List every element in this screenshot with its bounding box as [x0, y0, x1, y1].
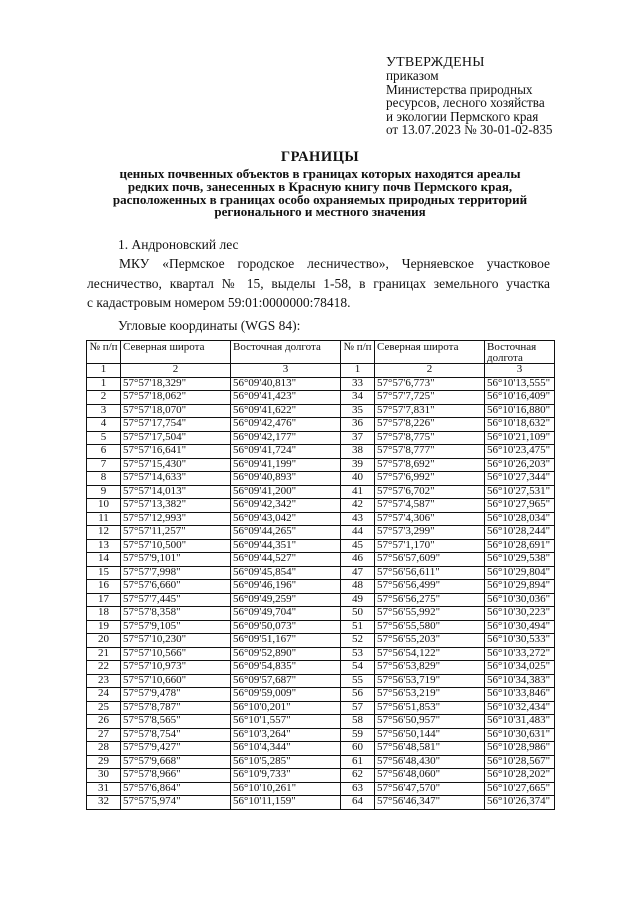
longitude-cell: 56°10'30,533"	[485, 634, 555, 648]
point-number: 46	[341, 553, 375, 567]
longitude-cell: 56°10'29,894"	[485, 580, 555, 594]
point-number: 47	[341, 566, 375, 580]
table-row	[87, 796, 555, 810]
longitude-cell: 56°10'27,665"	[485, 782, 555, 796]
latitude-cell: 57°57'18,062"	[121, 391, 231, 405]
point-number: 59	[341, 728, 375, 742]
point-number: 41	[341, 485, 375, 499]
latitude-cell: 57°57'8,787"	[121, 701, 231, 715]
longitude-cell: 56°09'50,073"	[231, 620, 341, 634]
point-number: 56	[341, 688, 375, 702]
point-number: 61	[341, 755, 375, 769]
longitude-cell: 56°10'16,880"	[485, 404, 555, 418]
latitude-cell: 57°57'4,306"	[375, 512, 485, 526]
header-lat: Северная широта	[121, 341, 231, 364]
longitude-cell: 56°10'27,531"	[485, 485, 555, 499]
longitude-cell: 56°09'57,687"	[231, 674, 341, 688]
longitude-cell: 56°10'30,223"	[485, 607, 555, 621]
latitude-cell: 57°57'14,633"	[121, 472, 231, 486]
point-number: 5	[87, 431, 121, 445]
longitude-cell: 56°10'27,965"	[485, 499, 555, 513]
latitude-cell: 57°56'53,219"	[375, 688, 485, 702]
longitude-cell: 56°10'0,201"	[231, 701, 341, 715]
longitude-cell: 56°09'59,009"	[231, 688, 341, 702]
point-number: 36	[341, 418, 375, 432]
point-number: 34	[341, 391, 375, 405]
point-number: 45	[341, 539, 375, 553]
point-number: 51	[341, 620, 375, 634]
point-number: 15	[87, 566, 121, 580]
approval-order-date: от 13.07.2023 № 30-01-02-835	[386, 122, 553, 138]
latitude-cell: 57°57'3,299"	[375, 526, 485, 540]
longitude-cell: 56°10'30,494"	[485, 620, 555, 634]
longitude-cell: 56°09'41,199"	[231, 458, 341, 472]
approval-heading: УТВЕРЖДЕНЫ	[386, 55, 485, 70]
longitude-cell: 56°10'21,109"	[485, 431, 555, 445]
longitude-cell: 56°09'41,423"	[231, 391, 341, 405]
latitude-cell: 57°56'56,275"	[375, 593, 485, 607]
approval-line: ресурсов, лесного хозяйства	[386, 95, 545, 111]
point-number: 18	[87, 607, 121, 621]
latitude-cell: 57°56'48,060"	[375, 769, 485, 783]
latitude-cell: 57°56'56,611"	[375, 566, 485, 580]
point-number: 50	[341, 607, 375, 621]
document-title: ГРАНИЦЫ	[280, 149, 360, 165]
latitude-cell: 57°57'1,170"	[375, 539, 485, 553]
latitude-cell: 57°56'47,570"	[375, 782, 485, 796]
longitude-cell: 56°10'28,691"	[485, 539, 555, 553]
table-row	[87, 472, 555, 486]
longitude-cell: 56°10'30,036"	[485, 593, 555, 607]
longitude-cell: 56°10'11,159"	[231, 796, 341, 810]
longitude-cell: 56°10'29,804"	[485, 566, 555, 580]
table-row	[87, 553, 555, 567]
latitude-cell: 57°57'7,831"	[375, 404, 485, 418]
latitude-cell: 57°57'8,565"	[121, 715, 231, 729]
table-row	[87, 755, 555, 769]
section-heading: 1. Андроновский лес	[118, 237, 239, 252]
table-row	[87, 661, 555, 675]
table-row	[87, 431, 555, 445]
subtitle-line: редких почв, занесенных в Красную книгу почв Пермского края,	[127, 178, 513, 194]
latitude-cell: 57°56'56,499"	[375, 580, 485, 594]
point-number: 24	[87, 688, 121, 702]
coordinates-caption: Угловые координаты (WGS 84):	[118, 318, 301, 333]
latitude-cell: 57°57'10,660"	[121, 674, 231, 688]
latitude-cell: 57°57'13,382"	[121, 499, 231, 513]
latitude-cell: 57°57'8,692"	[375, 458, 485, 472]
approval-line: и экологии Пермского края	[386, 108, 539, 124]
document-subtitle	[70, 168, 570, 219]
longitude-cell: 56°09'42,476"	[231, 418, 341, 432]
table-row	[87, 715, 555, 729]
latitude-cell: 57°57'8,226"	[375, 418, 485, 432]
latitude-cell: 57°56'55,203"	[375, 634, 485, 648]
longitude-cell: 56°10'4,344"	[231, 742, 341, 756]
longitude-cell: 56°10'26,374"	[485, 796, 555, 810]
latitude-cell: 57°56'55,580"	[375, 620, 485, 634]
point-number: 14	[87, 553, 121, 567]
table-row	[87, 782, 555, 796]
latitude-cell: 57°57'18,070"	[121, 404, 231, 418]
table-row	[87, 688, 555, 702]
latitude-cell: 57°57'6,702"	[375, 485, 485, 499]
point-number: 9	[87, 485, 121, 499]
latitude-cell: 57°56'50,957"	[375, 715, 485, 729]
latitude-cell: 57°57'17,754"	[121, 418, 231, 432]
point-number: 48	[341, 580, 375, 594]
point-number: 13	[87, 539, 121, 553]
point-number: 20	[87, 634, 121, 648]
subtitle-line: расположенных в границах особо охраняемых природных территорий	[112, 191, 528, 207]
longitude-cell: 56°09'52,890"	[231, 647, 341, 661]
point-number: 64	[341, 796, 375, 810]
table-row	[87, 539, 555, 553]
table-row	[87, 526, 555, 540]
point-number: 16	[87, 580, 121, 594]
longitude-cell: 56°10'5,285"	[231, 755, 341, 769]
longitude-cell: 56°10'33,846"	[485, 688, 555, 702]
point-number: 53	[341, 647, 375, 661]
latitude-cell: 57°57'10,566"	[121, 647, 231, 661]
longitude-cell: 56°09'49,259"	[231, 593, 341, 607]
latitude-cell: 57°57'7,725"	[375, 391, 485, 405]
point-number: 8	[87, 472, 121, 486]
latitude-cell: 57°57'9,668"	[121, 755, 231, 769]
point-number: 38	[341, 445, 375, 459]
longitude-cell: 56°09'49,704"	[231, 607, 341, 621]
latitude-cell: 57°57'6,992"	[375, 472, 485, 486]
subtitle-line: регионального и местного значения	[214, 204, 426, 220]
table-row	[87, 620, 555, 634]
point-number: 29	[87, 755, 121, 769]
latitude-cell: 57°57'8,966"	[121, 769, 231, 783]
latitude-cell: 57°57'16,641"	[121, 445, 231, 459]
latitude-cell: 57°56'55,992"	[375, 607, 485, 621]
latitude-cell: 57°57'18,329"	[121, 377, 231, 391]
point-number: 4	[87, 418, 121, 432]
table-row	[87, 769, 555, 783]
point-number: 17	[87, 593, 121, 607]
point-number: 26	[87, 715, 121, 729]
point-number: 40	[341, 472, 375, 486]
header-lon: Восточная долгота	[485, 341, 555, 364]
latitude-cell: 57°57'8,358"	[121, 607, 231, 621]
table-row	[87, 728, 555, 742]
table-row	[87, 377, 555, 391]
longitude-cell: 56°10'28,244"	[485, 526, 555, 540]
table-header-row	[87, 341, 555, 364]
table-row	[87, 566, 555, 580]
latitude-cell: 57°57'15,430"	[121, 458, 231, 472]
latitude-cell: 57°56'48,430"	[375, 755, 485, 769]
longitude-cell: 56°10'31,483"	[485, 715, 555, 729]
point-number: 32	[87, 796, 121, 810]
point-number: 30	[87, 769, 121, 783]
longitude-cell: 56°09'46,196"	[231, 580, 341, 594]
latitude-cell: 57°57'5,974"	[121, 796, 231, 810]
point-number: 2	[87, 391, 121, 405]
latitude-cell: 57°57'7,445"	[121, 593, 231, 607]
longitude-cell: 56°09'51,167"	[231, 634, 341, 648]
longitude-cell: 56°10'28,202"	[485, 769, 555, 783]
table-row	[87, 512, 555, 526]
index-cell: 2	[375, 364, 485, 378]
table-row	[87, 499, 555, 513]
latitude-cell: 57°57'7,998"	[121, 566, 231, 580]
latitude-cell: 57°57'14,013"	[121, 485, 231, 499]
table-row	[87, 634, 555, 648]
point-number: 21	[87, 647, 121, 661]
table-row	[87, 418, 555, 432]
point-number: 49	[341, 593, 375, 607]
longitude-cell: 56°09'40,893"	[231, 472, 341, 486]
latitude-cell: 57°57'10,500"	[121, 539, 231, 553]
latitude-cell: 57°57'6,660"	[121, 580, 231, 594]
coordinates-body	[87, 377, 555, 809]
point-number: 58	[341, 715, 375, 729]
point-number: 55	[341, 674, 375, 688]
latitude-cell: 57°56'53,719"	[375, 674, 485, 688]
approval-line: Министерства природных	[386, 81, 533, 97]
subtitle-line: ценных почвенных объектов в границах которых находятся ареалы	[119, 166, 521, 181]
latitude-cell: 57°57'10,230"	[121, 634, 231, 648]
table-row	[87, 485, 555, 499]
latitude-cell: 57°57'11,257"	[121, 526, 231, 540]
point-number: 62	[341, 769, 375, 783]
longitude-cell: 56°10'1,557"	[231, 715, 341, 729]
latitude-cell: 57°57'12,993"	[121, 512, 231, 526]
point-number: 7	[87, 458, 121, 472]
approval-line: приказом	[386, 68, 439, 84]
latitude-cell: 57°57'9,427"	[121, 742, 231, 756]
latitude-cell: 57°57'9,105"	[121, 620, 231, 634]
longitude-cell: 56°10'26,203"	[485, 458, 555, 472]
longitude-cell: 56°10'30,631"	[485, 728, 555, 742]
coordinates-table	[86, 340, 555, 810]
longitude-cell: 56°09'41,200"	[231, 485, 341, 499]
location-description	[87, 254, 550, 313]
point-number: 33	[341, 377, 375, 391]
longitude-cell: 56°09'40,813"	[231, 377, 341, 391]
point-number: 54	[341, 661, 375, 675]
longitude-cell: 56°10'34,025"	[485, 661, 555, 675]
point-number: 42	[341, 499, 375, 513]
latitude-cell: 57°57'8,777"	[375, 445, 485, 459]
table-row	[87, 445, 555, 459]
point-number: 63	[341, 782, 375, 796]
longitude-cell: 56°09'44,527"	[231, 553, 341, 567]
point-number: 60	[341, 742, 375, 756]
longitude-cell: 56°09'54,835"	[231, 661, 341, 675]
point-number: 43	[341, 512, 375, 526]
longitude-cell: 56°09'45,854"	[231, 566, 341, 580]
longitude-cell: 56°09'42,342"	[231, 499, 341, 513]
index-cell: 2	[121, 364, 231, 378]
description-line: лесничество, квартал № 15, выделы 1-58, в границах земельного участка	[87, 275, 550, 291]
table-row	[87, 701, 555, 715]
longitude-cell: 56°09'43,042"	[231, 512, 341, 526]
latitude-cell: 57°56'51,853"	[375, 701, 485, 715]
point-number: 37	[341, 431, 375, 445]
point-number: 35	[341, 404, 375, 418]
point-number: 10	[87, 499, 121, 513]
latitude-cell: 57°57'6,864"	[121, 782, 231, 796]
longitude-cell: 56°09'44,265"	[231, 526, 341, 540]
latitude-cell: 57°57'8,775"	[375, 431, 485, 445]
header-lat: Северная широта	[375, 341, 485, 364]
point-number: 3	[87, 404, 121, 418]
header-lon: Восточная долгота	[231, 341, 341, 364]
point-number: 19	[87, 620, 121, 634]
point-number: 27	[87, 728, 121, 742]
latitude-cell: 57°57'17,504"	[121, 431, 231, 445]
longitude-cell: 56°10'29,538"	[485, 553, 555, 567]
point-number: 28	[87, 742, 121, 756]
longitude-cell: 56°10'27,344"	[485, 472, 555, 486]
index-cell: 3	[231, 364, 341, 378]
longitude-cell: 56°10'28,986"	[485, 742, 555, 756]
table-row	[87, 404, 555, 418]
point-number: 22	[87, 661, 121, 675]
longitude-cell: 56°10'16,409"	[485, 391, 555, 405]
point-number: 44	[341, 526, 375, 540]
longitude-cell: 56°10'28,034"	[485, 512, 555, 526]
table-row	[87, 742, 555, 756]
latitude-cell: 57°57'8,754"	[121, 728, 231, 742]
latitude-cell: 57°56'53,829"	[375, 661, 485, 675]
longitude-cell: 56°10'32,434"	[485, 701, 555, 715]
longitude-cell: 56°10'10,261"	[231, 782, 341, 796]
point-number: 57	[341, 701, 375, 715]
latitude-cell: 57°56'57,609"	[375, 553, 485, 567]
point-number: 12	[87, 526, 121, 540]
longitude-cell: 56°09'42,177"	[231, 431, 341, 445]
table-row	[87, 607, 555, 621]
latitude-cell: 57°57'10,973"	[121, 661, 231, 675]
latitude-cell: 57°57'9,478"	[121, 688, 231, 702]
latitude-cell: 57°56'46,347"	[375, 796, 485, 810]
table-row	[87, 458, 555, 472]
table-row	[87, 593, 555, 607]
point-number: 23	[87, 674, 121, 688]
point-number: 11	[87, 512, 121, 526]
table-row	[87, 674, 555, 688]
latitude-cell: 57°56'50,144"	[375, 728, 485, 742]
point-number: 1	[87, 377, 121, 391]
longitude-cell: 56°10'18,632"	[485, 418, 555, 432]
table-row	[87, 647, 555, 661]
latitude-cell: 57°56'48,581"	[375, 742, 485, 756]
longitude-cell: 56°10'13,555"	[485, 377, 555, 391]
point-number: 52	[341, 634, 375, 648]
point-number: 39	[341, 458, 375, 472]
point-number: 6	[87, 445, 121, 459]
latitude-cell: 57°56'54,122"	[375, 647, 485, 661]
longitude-cell: 56°10'23,475"	[485, 445, 555, 459]
longitude-cell: 56°10'9,733"	[231, 769, 341, 783]
longitude-cell: 56°10'3,264"	[231, 728, 341, 742]
latitude-cell: 57°57'4,587"	[375, 499, 485, 513]
table-index-row	[87, 364, 555, 378]
longitude-cell: 56°10'33,272"	[485, 647, 555, 661]
longitude-cell: 56°10'28,567"	[485, 755, 555, 769]
description-line: с кадастровым номером 59:01:0000000:78418.	[87, 295, 351, 310]
latitude-cell: 57°57'9,101"	[121, 553, 231, 567]
longitude-cell: 56°09'44,351"	[231, 539, 341, 553]
point-number: 31	[87, 782, 121, 796]
approval-block	[386, 56, 626, 136]
longitude-cell: 56°09'41,622"	[231, 404, 341, 418]
index-cell: 1	[341, 364, 375, 378]
latitude-cell: 57°57'6,773"	[375, 377, 485, 391]
description-line: МКУ «Пермское городское лесничество», Черняевское участковое	[119, 256, 550, 271]
index-cell: 1	[87, 364, 121, 378]
header-num: № п/п	[341, 341, 375, 364]
point-number: 25	[87, 701, 121, 715]
longitude-cell: 56°09'41,724"	[231, 445, 341, 459]
header-num: № п/п	[87, 341, 121, 364]
table-row	[87, 391, 555, 405]
longitude-cell: 56°10'34,383"	[485, 674, 555, 688]
index-cell: 3	[485, 364, 555, 378]
table-row	[87, 580, 555, 594]
